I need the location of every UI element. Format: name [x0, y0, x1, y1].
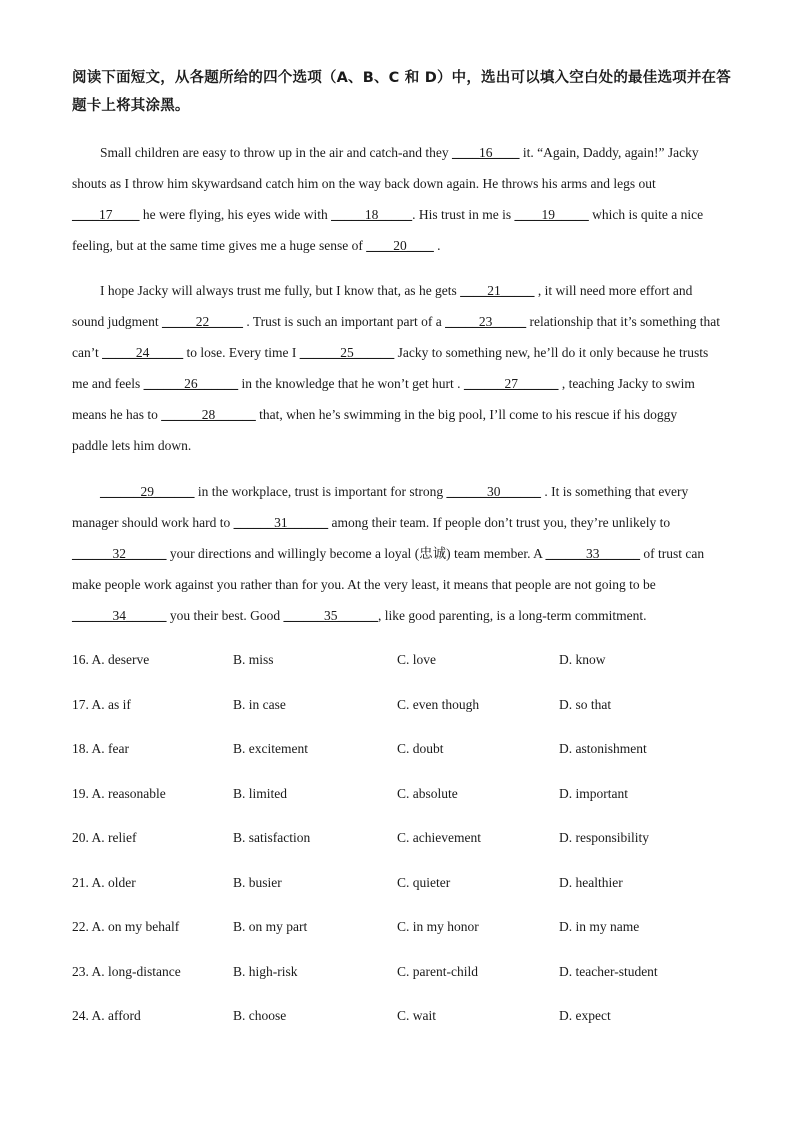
paragraph-line	[72, 476, 724, 507]
text: .	[433, 238, 441, 253]
paragraph-line	[72, 507, 724, 538]
option-d: D. know	[559, 652, 606, 667]
paragraph-line	[72, 538, 724, 569]
paragraph-line	[72, 306, 724, 337]
option-a: 24. A. afford	[72, 1008, 141, 1023]
answer-options	[72, 646, 732, 1047]
option-d: D. in my name	[559, 919, 640, 934]
option-d: D. so that	[559, 696, 612, 712]
text: feeling, but at the same time gives me a huge sense of	[72, 238, 367, 253]
text: of trust can	[640, 546, 705, 561]
text: in the knowledge that he won’t get hurt .	[238, 376, 464, 391]
option-b: B. high-risk	[233, 963, 298, 979]
text: paddle lets him down.	[72, 438, 192, 453]
text: means he has to	[72, 407, 162, 422]
option-b: B. excitement	[233, 741, 308, 756]
option-d: D. teacher-student	[559, 963, 658, 979]
text: that, when he’s swimming in the big pool, I’ll come to his rescue if his doggy	[255, 407, 678, 422]
text: shouts as I throw him skywardsand catch him on the way back down again. He throws his arms and legs out	[72, 176, 656, 191]
passage-paragraph-3	[72, 476, 724, 631]
text: . It is something that every	[540, 484, 689, 499]
blank-20: ____20____	[366, 238, 434, 253]
blank-25: ______25______	[299, 345, 395, 360]
option-c: C. absolute	[397, 785, 458, 801]
text: which is quite a nice	[588, 207, 704, 222]
text: in the workplace, trust is important for strong	[194, 484, 447, 499]
paragraph-line	[72, 399, 724, 430]
option-a: 21. A. older	[72, 874, 136, 890]
blank-34: ______34______	[72, 608, 167, 623]
text: you their best. Good	[166, 608, 284, 623]
text: . Trust is such an important part of a	[243, 314, 446, 329]
question-row-18	[72, 735, 732, 780]
text: , it will need more effort and	[534, 283, 693, 298]
option-d: D. healthier	[559, 874, 623, 890]
option-a: 19. A. reasonable	[72, 785, 166, 801]
option-d: D. astonishment	[559, 741, 647, 756]
blank-17: ____17____	[72, 207, 140, 222]
text: manager should work hard to	[72, 515, 234, 530]
paragraph-line	[72, 430, 724, 461]
text: your directions and willingly become a loyal (忠诚) team member. A	[166, 546, 546, 561]
paragraph-line	[72, 368, 724, 399]
option-a: 17. A. as if	[72, 696, 131, 712]
option-c: C. wait	[397, 1008, 436, 1023]
option-b: B. busier	[233, 874, 282, 890]
blank-31: ______31______	[233, 515, 329, 530]
blank-18: _____18_____	[331, 207, 413, 222]
question-row-22	[72, 913, 732, 958]
passage-paragraph-2	[72, 275, 724, 461]
blank-32: ______32______	[72, 546, 167, 561]
option-b: B. on my part	[233, 919, 308, 934]
text: I hope Jacky will always trust me fully, but I know that, as he gets	[100, 283, 461, 298]
option-a: 18. A. fear	[72, 741, 129, 756]
text: make people work against you rather than for you. At the very least, it means that people are not going to be	[72, 577, 656, 592]
option-d: D. expect	[559, 1008, 611, 1023]
question-row-20	[72, 824, 732, 869]
text: Jacky to something new, he’ll do it only because he trusts	[394, 345, 709, 360]
paragraph-line	[72, 337, 724, 368]
text: among their team. If people don’t trust you, they’re unlikely to	[328, 515, 671, 530]
text: he were flying, his eyes wide with	[139, 207, 332, 222]
paragraph-line	[72, 137, 724, 168]
instructions: 阅读下面短文，从各题所给的四个选项（A、B、C 和 D）中，选出可以填入空白处的最佳选项并在答题卡上将其涂黑。	[72, 70, 731, 114]
question-row-23	[72, 958, 732, 1003]
option-a: 16. A. deserve	[72, 652, 150, 667]
question-row-16	[72, 646, 732, 691]
text: me and feels	[72, 376, 144, 391]
paragraph-line	[72, 569, 724, 600]
text: Small children are easy to throw up in the air and catch-and they	[100, 145, 453, 160]
paragraph-line	[72, 168, 724, 199]
option-c: C. parent-child	[397, 963, 478, 979]
question-row-19	[72, 780, 732, 825]
question-row-21	[72, 869, 732, 914]
blank-35: ______35______	[283, 608, 378, 623]
blank-28: ______28______	[161, 407, 256, 422]
blank-29: ______29______	[100, 484, 195, 499]
option-b: B. limited	[233, 785, 287, 801]
blank-24: _____24_____	[102, 345, 184, 360]
option-c: C. achievement	[397, 830, 481, 845]
paragraph-line	[72, 275, 724, 306]
blank-30: ______30______	[446, 484, 541, 499]
blank-33: ______33______	[545, 546, 641, 561]
blank-23: _____23_____	[445, 314, 527, 329]
blank-21: ____21_____	[460, 283, 535, 298]
option-d: D. important	[559, 785, 628, 801]
blank-16: ____16____	[452, 145, 520, 160]
question-row-24	[72, 1002, 732, 1047]
option-a: 20. A. relief	[72, 830, 137, 845]
option-a: 23. A. long-distance	[72, 963, 181, 979]
text: . His trust in me is	[412, 207, 515, 222]
text: , teaching Jacky to swim	[558, 376, 695, 391]
text: can’t	[72, 345, 103, 360]
paragraph-line	[72, 600, 724, 631]
text: relationship that it’s something that	[526, 314, 720, 329]
option-c: C. love	[397, 652, 436, 667]
passage-paragraph-1	[72, 137, 724, 261]
option-b: B. in case	[233, 696, 286, 712]
text: sound judgment	[72, 314, 162, 329]
option-c: C. quieter	[397, 874, 451, 890]
text: , like good parenting, is a long-term commitment.	[378, 608, 647, 623]
paragraph-line	[72, 199, 724, 230]
option-a: 22. A. on my behalf	[72, 919, 180, 934]
blank-22: _____22_____	[162, 314, 243, 329]
option-c: C. even though	[397, 696, 480, 712]
text: it. “Again, Daddy, again!” Jacky	[519, 145, 699, 160]
blank-27: ______27______	[463, 376, 559, 391]
paragraph-line	[72, 230, 724, 261]
text: to lose. Every time I	[183, 345, 300, 360]
option-d: D. responsibility	[559, 830, 649, 845]
option-b: B. miss	[233, 652, 274, 667]
option-b: B. satisfaction	[233, 830, 311, 845]
blank-19: ____19_____	[514, 207, 589, 222]
option-b: B. choose	[233, 1008, 287, 1023]
option-c: C. doubt	[397, 741, 444, 756]
question-row-17	[72, 691, 732, 736]
option-c: C. in my honor	[397, 919, 479, 934]
blank-26: ______26______	[143, 376, 239, 391]
